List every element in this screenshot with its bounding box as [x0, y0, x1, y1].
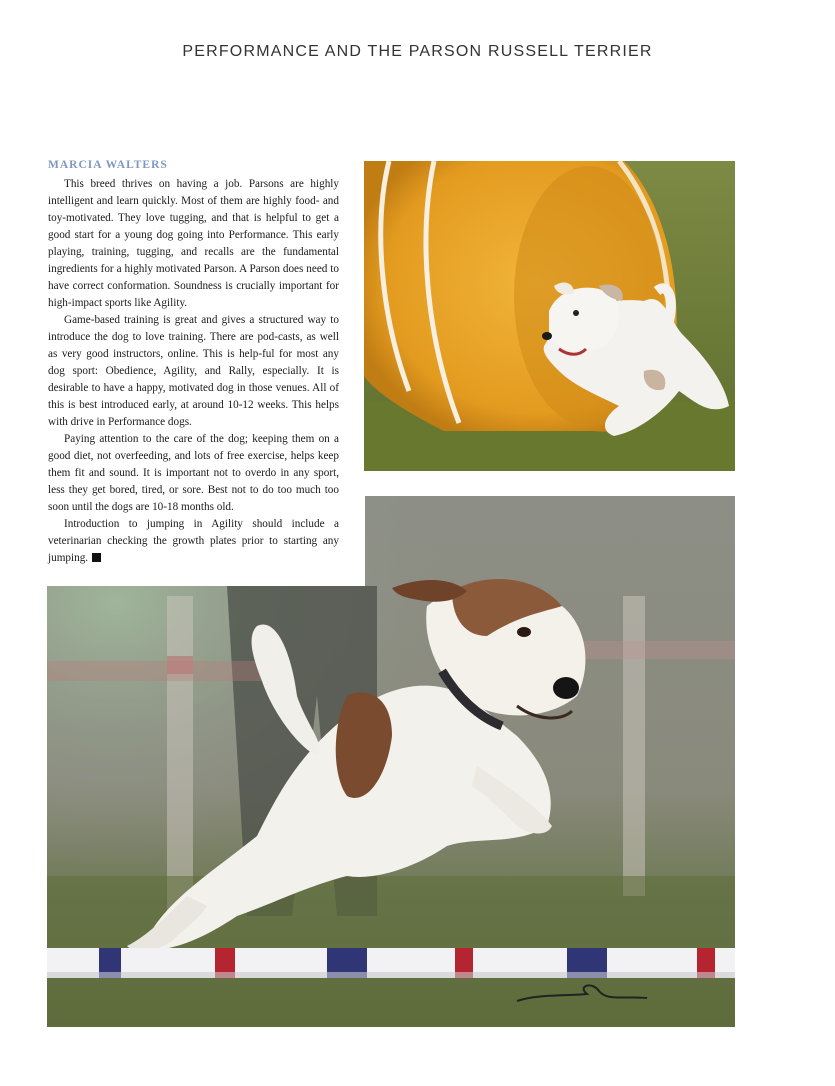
- paragraph-4-text: Introduction to jumping in Agility should include a veterinarian checking the growth plates prior to starting any jumping.: [48, 518, 339, 564]
- paragraph-3: Paying attention to the care of the dog; keeping them on a good diet, not overfeeding, and lots of free exercise, helps keep them fit and sound. It is important not to overdo in any sport, less they get bored, tired, or sore. Best not to do too much too soon until the dogs are 10-18 months old.: [48, 433, 339, 513]
- paragraph-2: Game-based training is great and gives a structured way to introduce the dog to love training. There are pod-casts, as well as very good instructors, online. This is help-ful for most any dog sport: Obedience, Agility, and Rally, especially. It is desirable to have a happy, motivated dog in those venues. All of this is best introduced early, at around 10-12 weeks. This helps with drive in Performance dogs.: [48, 314, 339, 428]
- running-head: PERFORMANCE AND THE PARSON RUSSELL TERRIER: [182, 43, 653, 60]
- author-byline: MARCIA WALTERS: [48, 159, 168, 171]
- paragraph-1: This breed thrives on having a job. Parsons are highly intelligent and learn quickly. Most of them are highly food- and toy-motivated. They love tugging, and that is helpful to get a good start for a young dog going into Performance. This early playing, training, tugging, and recalls are the fundamental ingredients for a highly motivated Parson. A Parson does need to have correct conformation. Soundness is crucially important for high-impact sports like Agility.: [48, 178, 339, 309]
- photo-dog-tunnel: [364, 161, 735, 471]
- end-of-article-mark: [92, 553, 101, 562]
- article-body: [48, 176, 339, 567]
- paragraph-4: [48, 516, 339, 567]
